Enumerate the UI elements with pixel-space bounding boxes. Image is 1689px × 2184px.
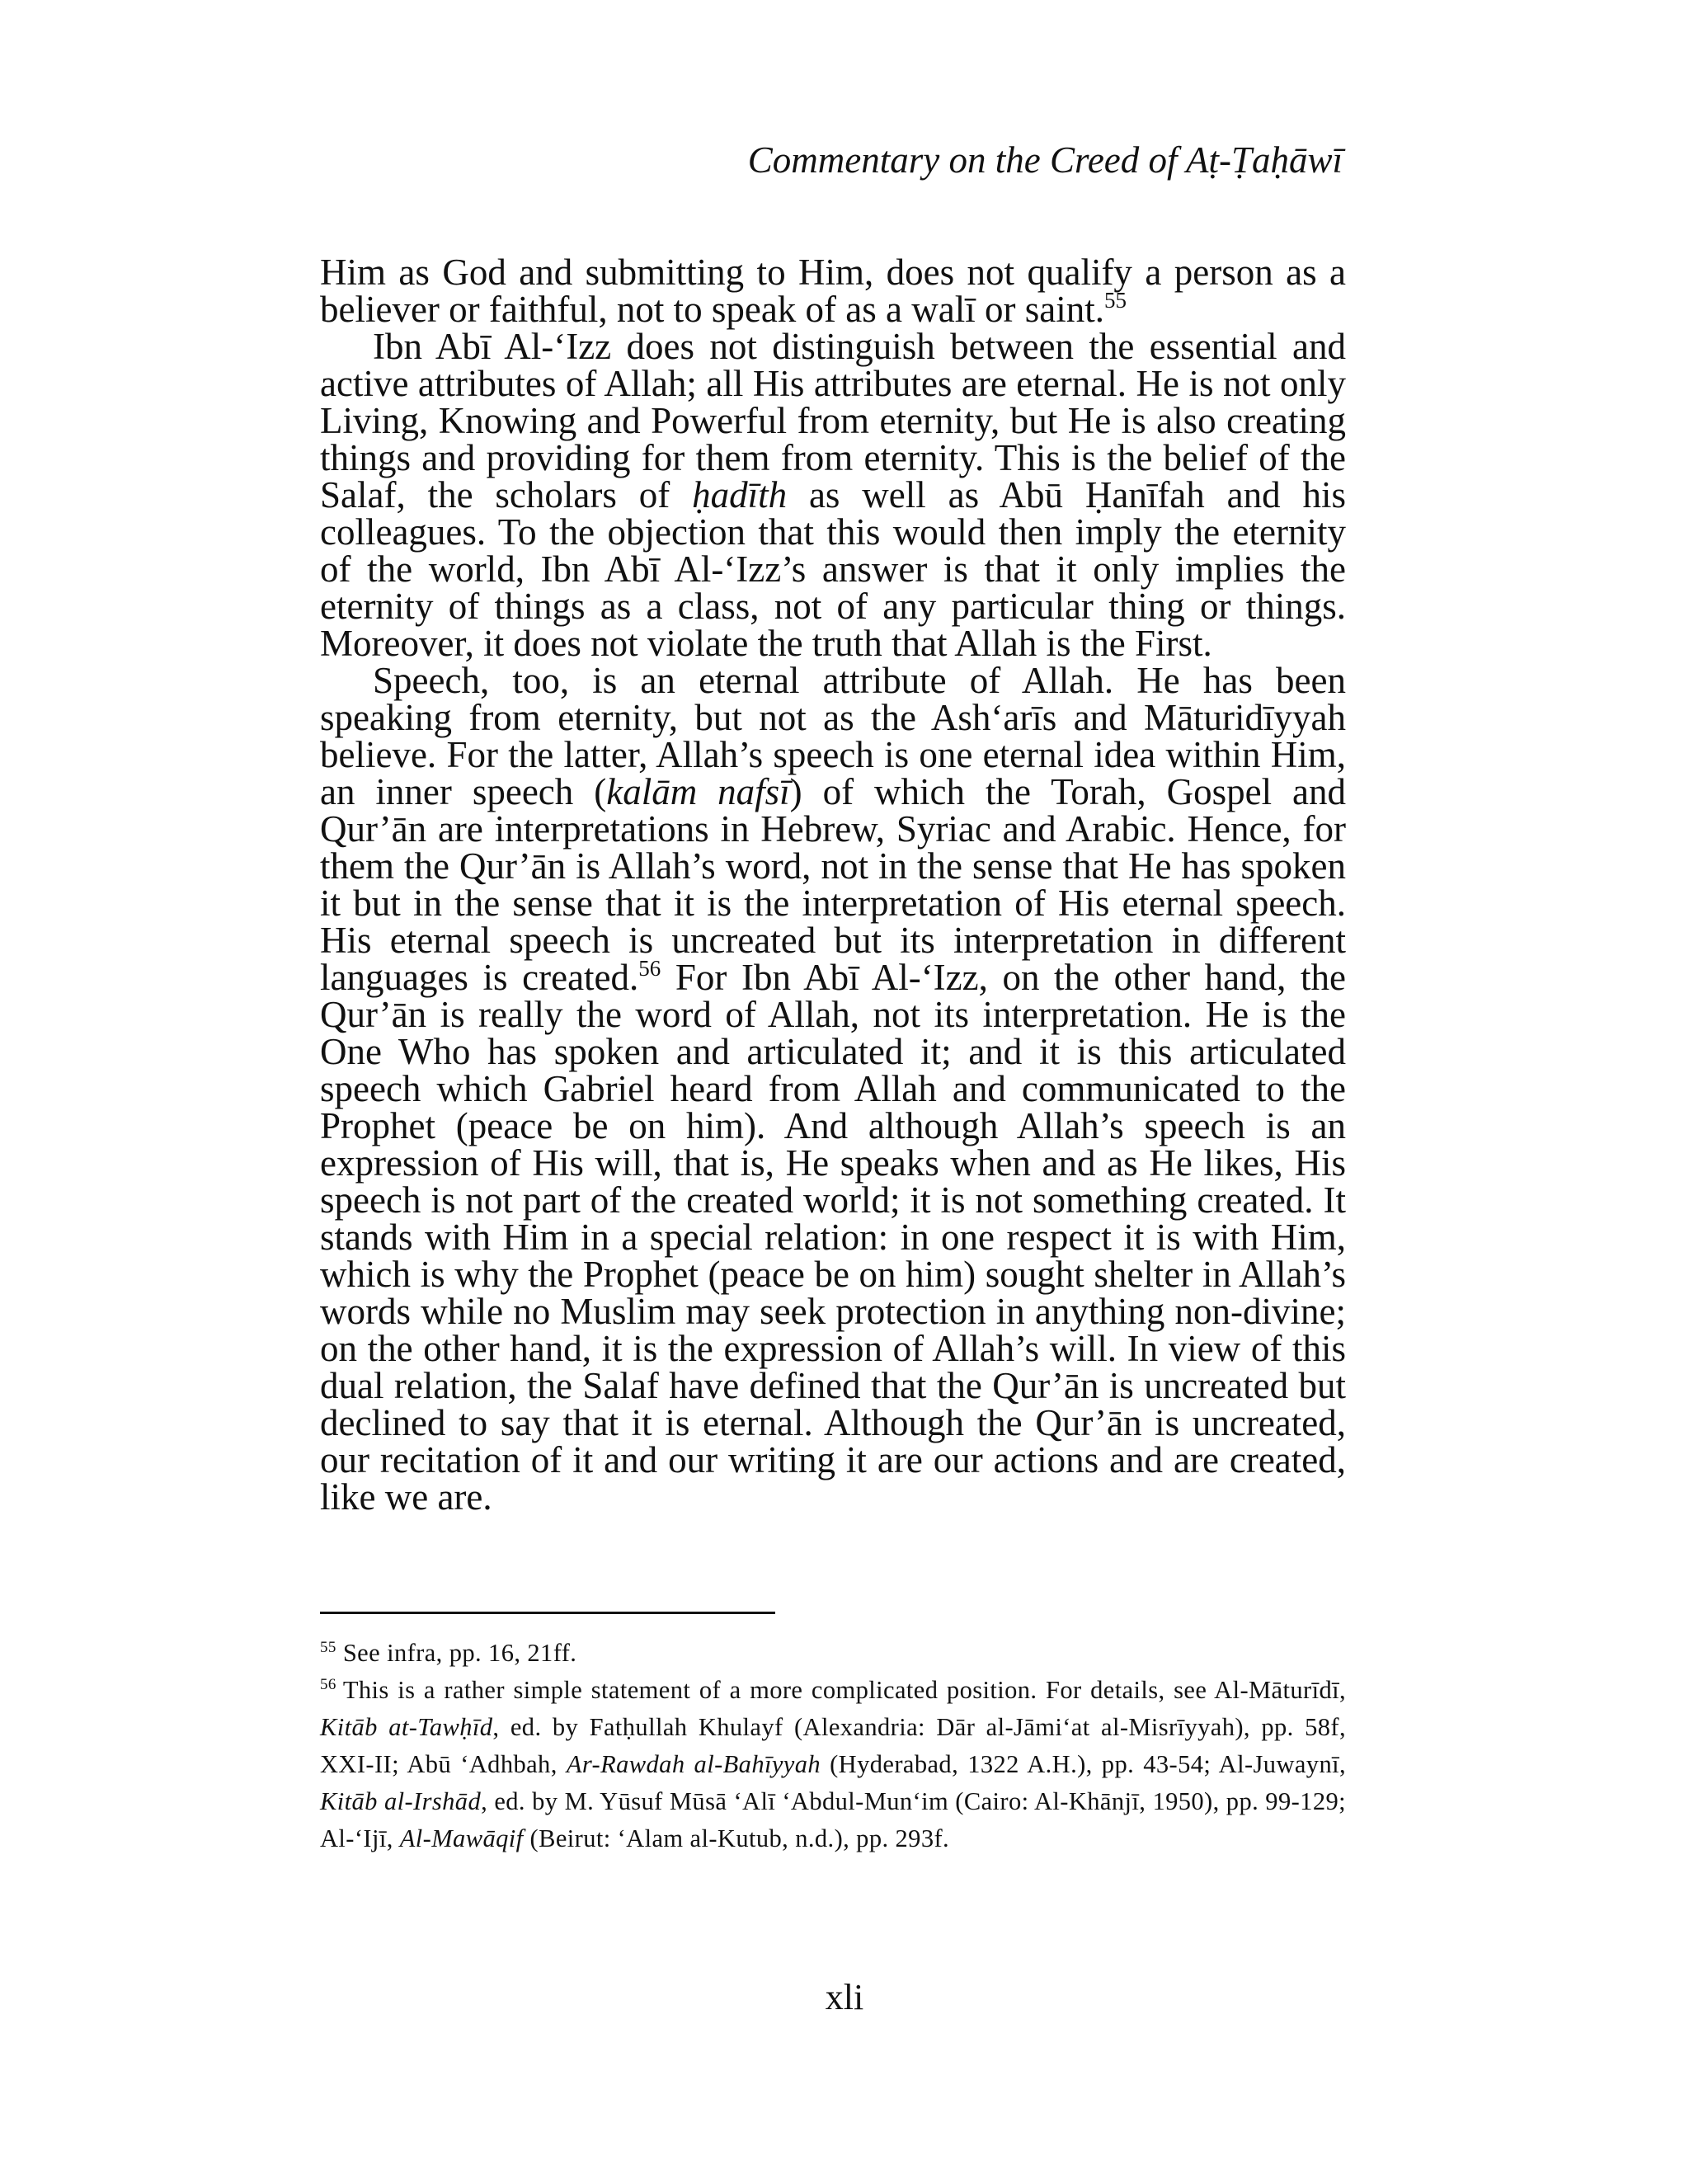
footnote-ref: 56 — [638, 956, 661, 981]
paragraph — [320, 328, 1346, 662]
text-run: For Ibn Abī Al-‘Izz, on the other hand, the Qur’ān is really the word of Allah, not its interpretation. He is the One Who has spoken and articulated it; and it is this articulated speech which Gabriel heard from Allah and communicated to the Prophet (peace be on him). And although Allah’s speech is an expression of His will, that is, He speaks when and as He likes, His speech is not part of the created world; it is not something created. It stands with Him in a special relation: in one respect it is with Him, which is why the Prophet (peace be on him) sought shelter in Allah’s words while no Muslim may seek protection in anything non-divine; on the other hand, it is the expression of Allah’s will. In view of this dual relation, the Salaf have defined that the Qur’ān is uncreated but declined to say that it is eternal. Although the Qur’ān is uncreated, our recitation of it and our writing it are our actions and are created, like we are. — [320, 957, 1346, 1518]
footnote-ref: 55 — [320, 1639, 336, 1656]
text-run: , ed. by M. Yūsuf Mūsā ‘Alī ‘Abdul-Mun‘im (Cairo: Al-Khānjī, 1950), pp. 99-129; Al-‘Ijī, — [320, 1787, 1346, 1852]
text-run: , ed. by Fatḥullah Khulayf (Alexandria: Dār al-Jāmi‘at al-Misrīyyah), pp. 58f, XXI-II; Abū ‘Adhbah, — [320, 1713, 1346, 1778]
footnote — [320, 1672, 1346, 1857]
text-run: (Hyderabad, 1322 A.H.), pp. 43-54; Al-Juwaynī, — [821, 1750, 1347, 1778]
paragraph — [320, 662, 1346, 1516]
italic-text: kalām nafsī — [606, 771, 790, 812]
italic-text: ḥadīth — [692, 474, 788, 515]
text-run: as well as Abū Ḥanīfah and his colleagues. To the objection that this would then imply the eternity of the world, Ibn Abī Al-‘Izz’s answer is that it only implies the eternity of things as a class, not of any particular thing or things. Moreover, it does not violate the truth that Allah is the First. — [320, 474, 1346, 664]
text-run: Ibn Abī Al-‘Izz does not distinguish between the essential and active attributes of Allah; all His attributes are eternal. He is not only Living, Knowing and Powerful from eternity, but He is also creating things and providing for them from eternity. This is the belief of the Salaf, the scholars of — [320, 326, 1346, 515]
paragraph — [320, 254, 1346, 328]
body-text — [320, 254, 1346, 1516]
footnote-ref: 55 — [1103, 288, 1127, 313]
italic-text: Al-Mawāqif — [399, 1824, 524, 1852]
running-head: Commentary on the Creed of Aṭ-Ṭaḥāwī — [747, 139, 1343, 181]
text-run: (Beirut: ‘Alam al-Kutub, n.d.), pp. 293f. — [523, 1824, 950, 1852]
footnotes — [320, 1635, 1346, 1857]
text-run: ) of which the Torah, Gospel and Qur’ān are interpretations in Hebrew, Syriac and Arabic. Hence, for them the Qur’ān is Allah’s word, not in the sense that He has spoken it but in the sense that it is the interpretation of His eternal speech. His eternal speech is uncreated but its interpretation in different languages is created. — [320, 771, 1347, 998]
italic-text: Kitāb al-Irshād — [320, 1787, 482, 1815]
footnote-ref: 56 — [320, 1676, 336, 1693]
text-run: Speech, too, is an eternal attribute of Allah. He has been speaking from eternity, but not as the Ash‘arīs and Māturidīyyah believe. For the latter, Allah’s speech is one eternal idea within Him, an inner speech ( — [320, 660, 1346, 812]
footnote — [320, 1635, 1346, 1672]
italic-text: Ar-Rawdah al-Bahīyyah — [566, 1750, 821, 1778]
page-number: xli — [825, 1977, 864, 2017]
italic-text: Kitāb at-Tawḥīd — [320, 1713, 493, 1741]
footnote-rule — [320, 1612, 775, 1614]
text-run: Him as God and submitting to Him, does not qualify a person as a believer or faithful, not to speak of as a walī or saint. — [320, 252, 1346, 330]
text-run: See infra, pp. 16, 21ff. — [342, 1639, 577, 1667]
text-run: This is a rather simple statement of a more complicated position. For details, see Al-Māturīdī, — [342, 1676, 1346, 1704]
